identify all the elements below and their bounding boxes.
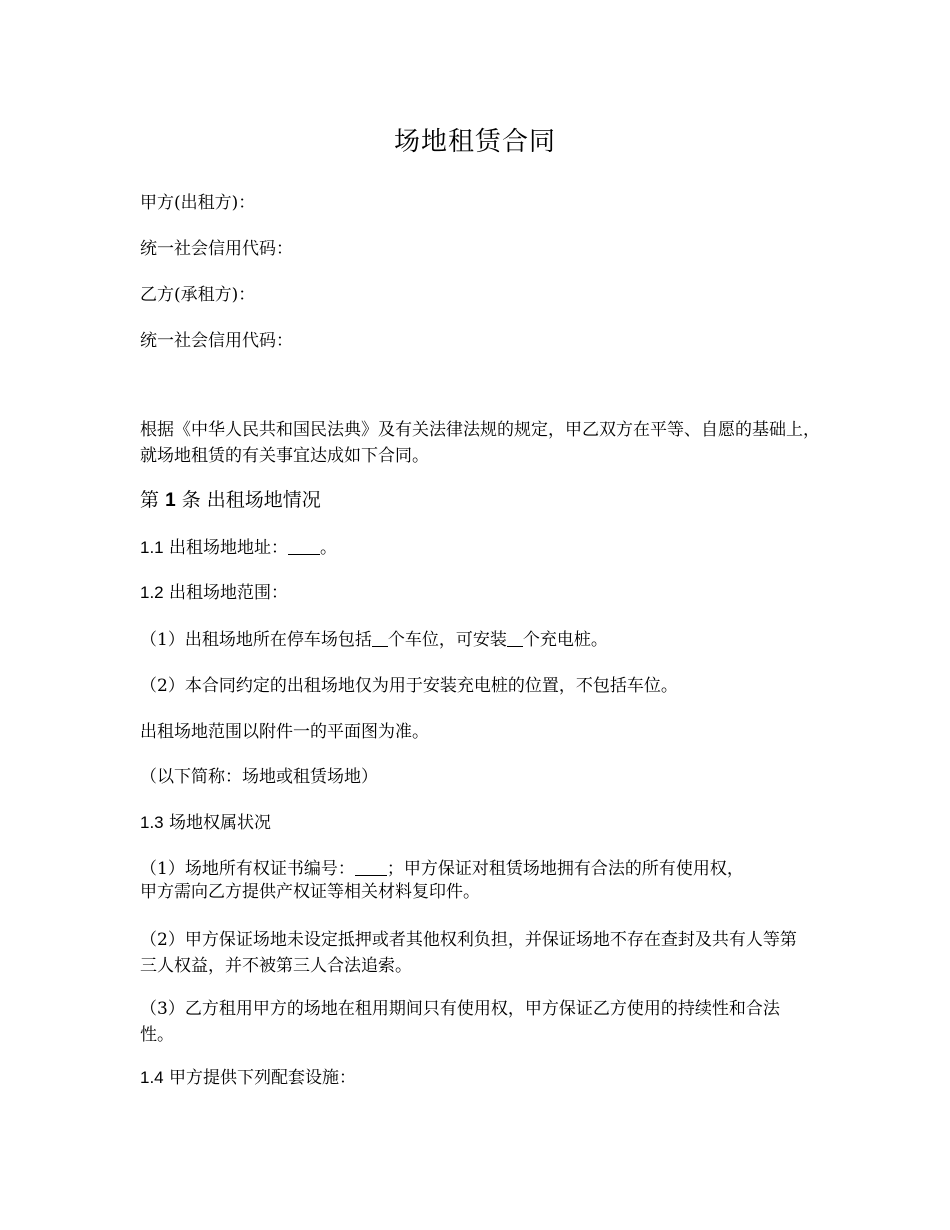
- article-title: 条 出租场地情况: [181, 489, 321, 511]
- section-1-2-item-1: [140, 627, 820, 653]
- section-number: 1.3: [140, 813, 164, 832]
- section-1-2-note-1: 出租场地范围以附件一的平面图为准。: [140, 722, 429, 742]
- section-number: 1.1: [140, 538, 164, 557]
- item-text: （1）场地所有权证书编号：: [140, 859, 355, 879]
- party-b-credit-code-line: 统一社会信用代码：: [140, 331, 293, 351]
- section-1-2: [140, 580, 820, 606]
- article-prefix: 第: [140, 489, 160, 511]
- section-1-3-item-1-line-2: 甲方需向乙方提供产权证等相关材料复印件。: [140, 882, 480, 902]
- section-end: 。: [320, 538, 338, 558]
- party-a-line: 甲方(出租方)：: [140, 193, 256, 213]
- section-1-3-item-2: （2）甲方保证场地未设定抵押或者其他权利负担，并保证场地不存在查封及共有人等第三人权益，并不被第三人合法追索。: [140, 930, 797, 976]
- item-text: ；甲方保证对租赁场地拥有合法的所有使用权，: [386, 859, 744, 879]
- section-number: 1.2: [140, 583, 164, 602]
- section-number: 1.4: [140, 1068, 164, 1087]
- section-text: 甲方提供下列配套设施：: [169, 1068, 357, 1088]
- section-1-1: [140, 535, 820, 561]
- party-b-line: 乙方(承租方)：: [140, 285, 256, 305]
- item-text: 个车位，可安装: [387, 630, 507, 650]
- section-text: 场地权属状况: [169, 813, 272, 833]
- item-text: 个充电桩。: [522, 630, 608, 650]
- section-text: 出租场地范围：: [169, 583, 289, 603]
- address-blank: [288, 536, 320, 555]
- section-1-2-item-2: （2）本合同约定的出租场地仅为用于安装充电桩的位置，不包括车位。: [140, 676, 678, 696]
- article-number: 1: [165, 490, 176, 511]
- article-1-heading: [140, 487, 820, 514]
- parking-count-blank: [372, 628, 388, 647]
- section-text: 出租场地地址：: [169, 538, 289, 558]
- section-1-2-note-2: （以下简称：场地或租赁场地）: [140, 767, 378, 787]
- certificate-number-blank: [355, 857, 387, 876]
- party-a-credit-code-line: 统一社会信用代码：: [140, 239, 293, 259]
- section-1-4: [140, 1065, 820, 1091]
- charger-count-blank: [507, 628, 523, 647]
- preamble-paragraph: 根据《中华人民共和国民法典》及有关法律法规的规定，甲乙双方在平等、自愿的基础上，就场地租赁的有关事宜达成如下合同。: [140, 420, 820, 466]
- section-1-3: [140, 810, 820, 836]
- document-title: 场地租赁合同: [393, 127, 556, 157]
- section-1-3-item-3: （3）乙方租用甲方的场地在租用期间只有使用权，甲方保证乙方使用的持续性和合法性。: [140, 999, 780, 1045]
- item-text: （1）出租场地所在停车场包括: [140, 630, 372, 650]
